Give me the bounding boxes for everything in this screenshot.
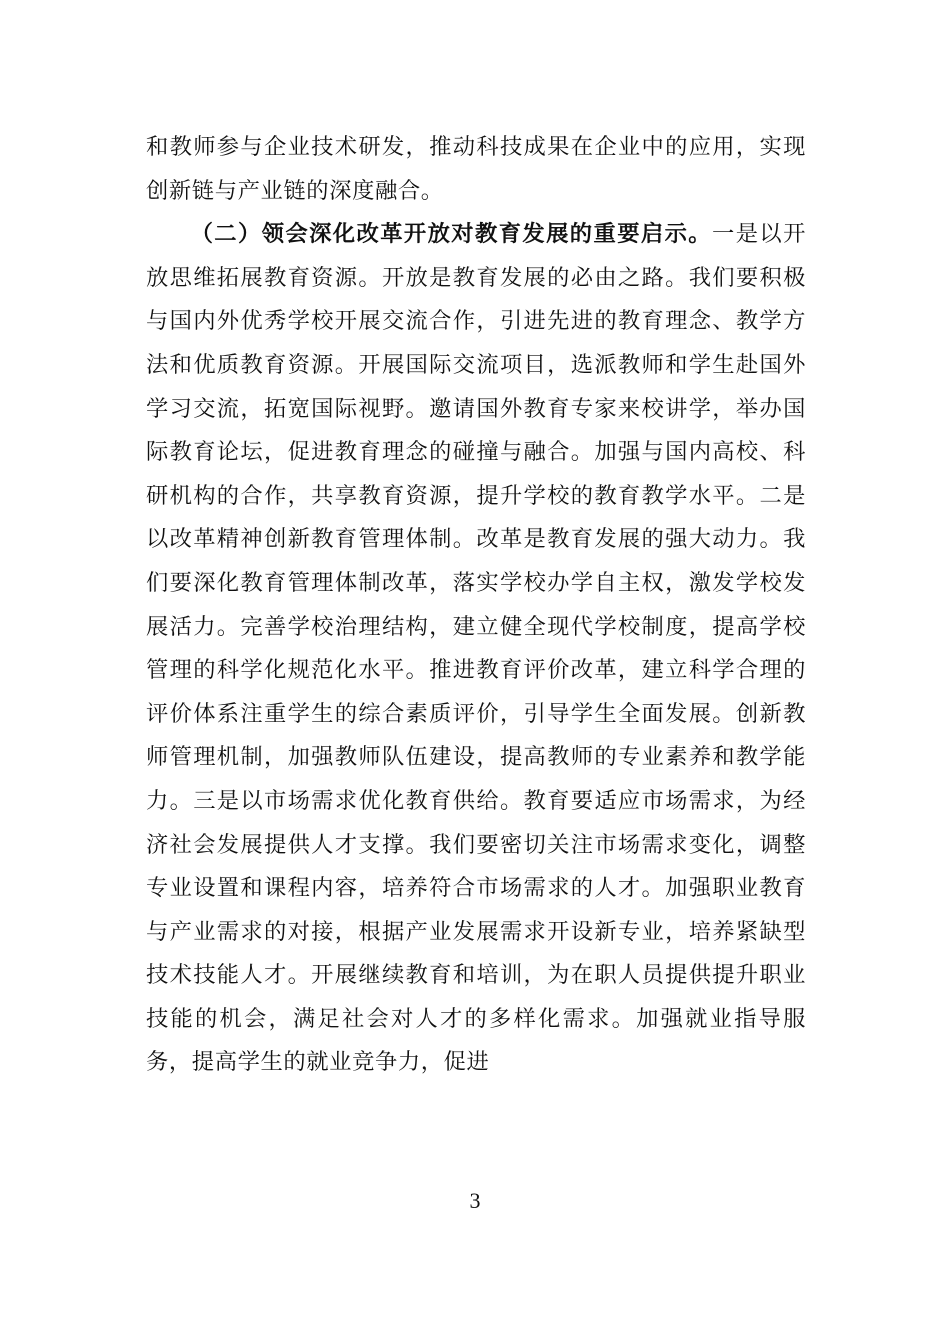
paragraph-section-two [146,213,806,1085]
paragraph-continuation [146,126,806,213]
section-heading: （二）领会深化改革开放对教育发展的重要启示。 [190,221,712,248]
paragraph-continuation-text: 和教师参与企业技术研发，推动科技成果在企业中的应用，实现创新链与产业链的深度融合。 [146,134,806,204]
section-body-text: 一是以开放思维拓展教育资源。开放是教育发展的必由之路。我们要积极与国内外优秀学校开展交流合作，引进先进的教育理念、教学方法和优质教育资源。开展国际交流项目，选派教师和学生赴国外学习交流，拓宽国际视野。邀请国外教育专家来校讲学，举办国际教育论坛，促进教育理念的碰撞与融合。加强与国内高校、科研机构的合作，共享教育资源，提升学校的教育教学水平。二是以改革精神创新教育管理体制。改革是教育发展的强大动力。我们要深化教育管理体制改革，落实学校办学自主权，激发学校发展活力。完善学校治理结构，建立健全现代学校制度，提高学校管理的科学化规范化水平。推进教育评价改革，建立科学合理的评价体系注重学生的综合素质评价，引导学生全面发展。创新教师管理机制，加强教师队伍建设，提高教师的专业素养和教学能力。三是以市场需求优化教育供给。教育要适应市场需求，为经济社会发展提供人才支撑。我们要密切关注市场需求变化，调整专业设置和课程内容，培养符合市场需求的人才。加强职业教育与产业需求的对接，根据产业发展需求开设新专业，培养紧缺型技术技能人才。开展继续教育和培训，为在职人员提供提升职业技能的机会，满足社会对人才的多样化需求。加强就业指导服务，提高学生的就业竞争力，促进 [146,221,806,1076]
page-number: 3 [469,1188,481,1213]
body-text [146,126,806,1085]
